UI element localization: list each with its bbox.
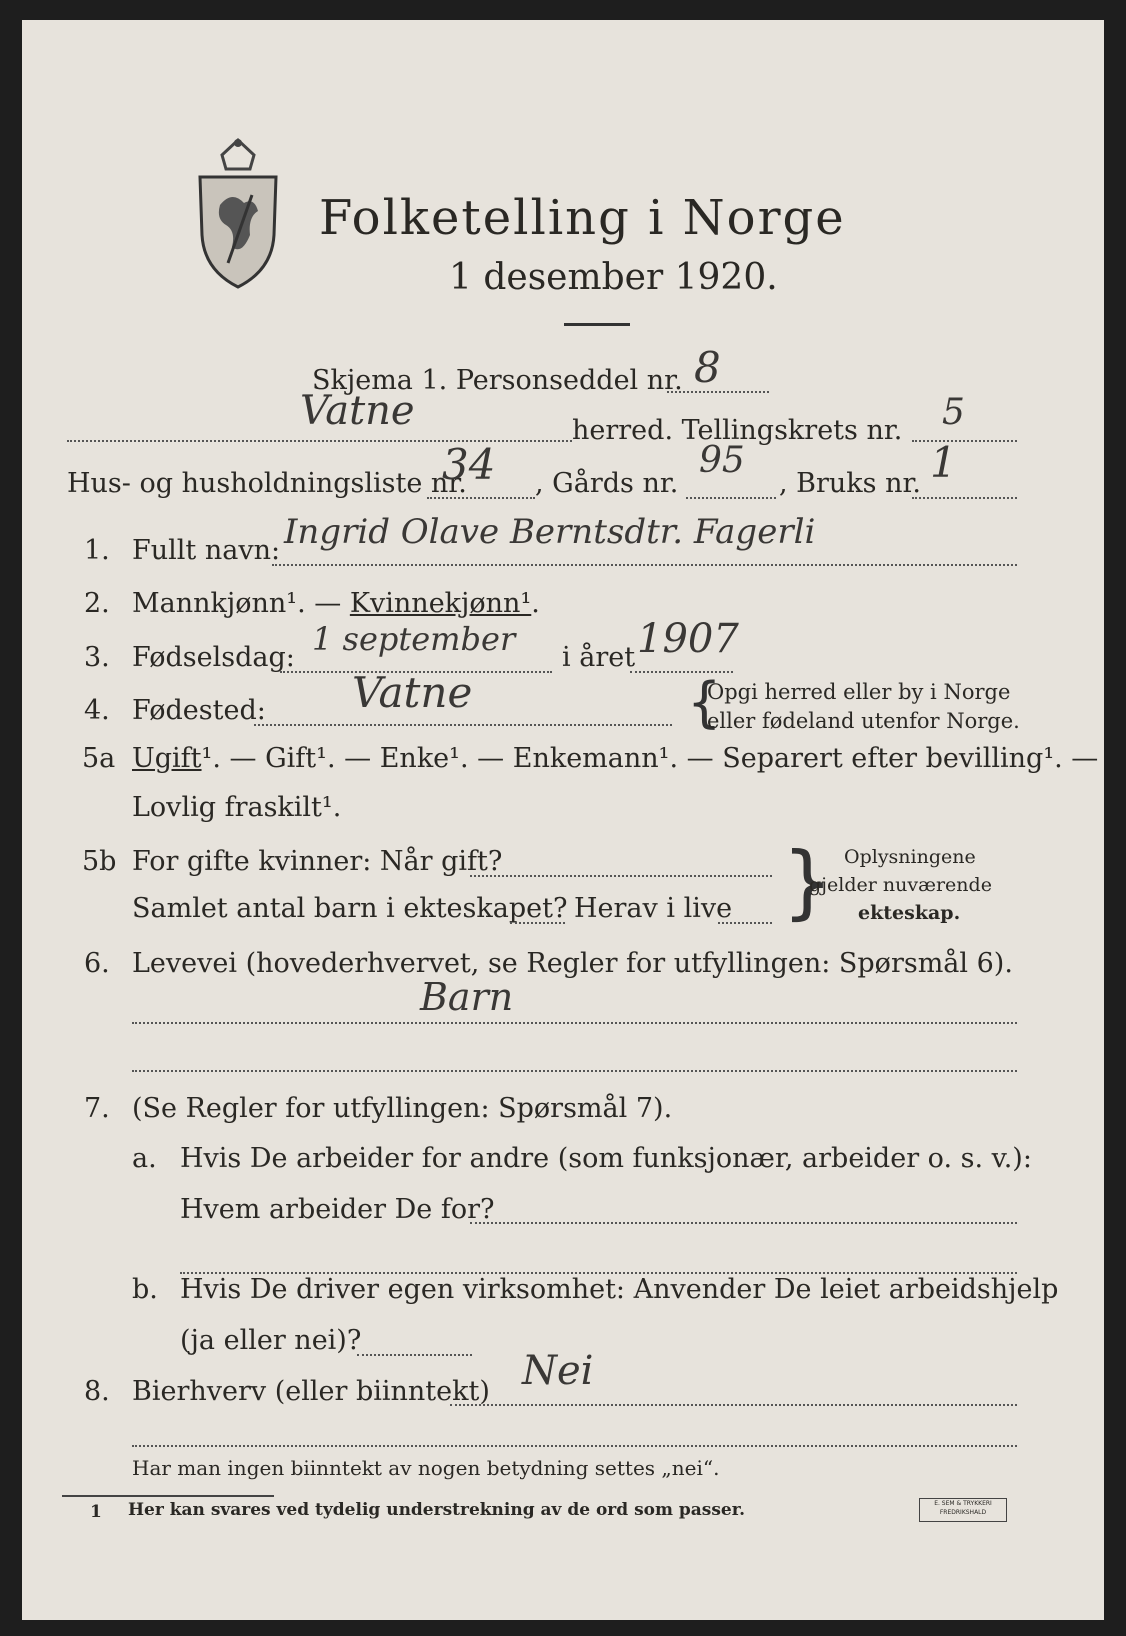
footnote-text: Her kan svares ved tydelig understrekning av de ord som passer. [128,1500,746,1520]
gards-line [686,497,776,499]
q7a-number: a. [132,1143,157,1174]
birthplace-value[interactable]: Vatne [352,668,473,717]
q6-label: Levevei (hovederhvervet, se Regler for utfyllingen: Spørsmål 6). [132,948,1013,979]
q5b-note2: gjelder nuværende [809,874,992,896]
q5a-text [132,743,1098,774]
q2-text [132,588,540,619]
divorced-option[interactable]: Lovlig fraskilt¹. [132,792,342,823]
q4-number: 4. [84,695,110,726]
occupation-value[interactable]: Barn [420,975,514,1019]
q3-label: Fødselsdag: [132,642,295,673]
herav-label: Herav i live [574,893,733,924]
census-form [22,20,1104,1620]
census-date: 1 desember 1920. [449,257,778,298]
q5b-note3: ekteskap. [858,902,961,924]
full-name-line [272,564,1017,566]
tellingskrets-value[interactable]: 5 [942,392,965,433]
q2-period: . [531,588,540,619]
q5b-brace: } [782,835,833,928]
q6-number: 6. [84,948,110,979]
gards-value[interactable]: 95 [699,440,745,481]
birthplace-line [254,724,672,726]
herred-line [67,440,572,442]
hus-line [427,497,535,499]
hus-value[interactable]: 34 [442,440,496,489]
hus-label: Hus- og husholdningsliste nr. [67,468,467,499]
children-count-line[interactable] [510,922,565,924]
q7-number: 7. [84,1093,110,1124]
q7a-line1: Hvis De arbeider for andre (som funksjonær, arbeider o. s. v.): [180,1143,1032,1174]
q4-label: Fødested: [132,695,266,726]
q5b-line1: For gifte kvinner: Når gift? [132,846,503,877]
q4-brace: { [687,671,722,734]
q1-label: Fullt navn: [132,535,281,566]
q4-note-line2: eller fødeland utenfor Norge. [707,709,1020,733]
footnote-divider [62,1495,274,1497]
side-income-line-1 [450,1404,1017,1406]
title-divider [564,323,630,326]
birth-year-value[interactable]: 1907 [637,616,739,662]
q7b-line1: Hvis De driver egen virksomhet: Anvender De leiet arbeidshjelp [180,1274,1059,1305]
q5b-number: 5b [82,846,117,877]
q8-number: 8. [84,1376,110,1407]
female-option[interactable]: Kvinnekjønn¹ [349,588,532,619]
q7a-line2: Hvem arbeider De for? [180,1194,495,1225]
full-name-value[interactable]: Ingrid Olave Berntsdtr. Fagerli [284,512,816,552]
occupation-line-2[interactable] [132,1070,1017,1072]
occupation-line-1 [132,1022,1017,1024]
q1-number: 1. [84,535,110,566]
q4-note-line1: Opgi herred eller by i Norge [707,680,1011,704]
hired-help-line[interactable] [357,1354,472,1356]
gards-label: , Gårds nr. [535,468,679,499]
q7-label: (Se Regler for utfyllingen: Spørsmål 7). [132,1093,673,1124]
herred-value[interactable]: Vatne [300,388,415,434]
herred-label: herred. Tellingskrets nr. [572,415,903,446]
side-income-value[interactable]: Nei [522,1348,594,1394]
footnote-number: 1 [90,1502,102,1522]
unmarried-option[interactable]: Ugift [132,743,202,774]
birthday-value[interactable]: 1 september [312,620,516,658]
year-label: i året [562,642,636,673]
skjema-label: Skjema 1. Personseddel nr. [312,365,683,396]
printer-stamp: E. SEM & TRYKKERI FREDRIKSHALD [919,1498,1007,1522]
tellingskrets-line [912,440,1017,442]
q5b-line2: Samlet antal barn i ekteskapet? [132,893,568,924]
coat-of-arms-icon [192,135,284,290]
q7b-number: b. [132,1274,158,1305]
footer-note: Har man ingen biinntekt av nogen betydning settes „nei“. [132,1456,720,1480]
bruks-line [912,497,1017,499]
marital-options[interactable]: ¹. — Gift¹. — Enke¹. — Enkemann¹. — Separert efter bevilling¹. — [201,743,1099,774]
personseddel-value[interactable]: 8 [694,343,721,392]
employer-line-1[interactable] [470,1222,1017,1224]
personseddel-line [667,391,769,393]
side-income-line-2[interactable] [132,1445,1017,1447]
q5b-note1: Oplysningene [844,846,976,868]
q5a-number: 5a [82,743,116,774]
form-title: Folketelling i Norge [319,190,846,246]
q7b-line2: (ja eller nei)? [180,1325,362,1356]
q2-number: 2. [84,588,110,619]
q8-label: Bierhverv (eller biinntekt) [132,1376,490,1407]
married-when-line[interactable] [470,875,772,877]
q3-number: 3. [84,642,110,673]
bruks-label: , Bruks nr. [779,468,922,499]
male-option[interactable]: Mannkjønn¹. — [132,588,350,619]
bruks-value[interactable]: 1 [930,438,957,487]
children-alive-line[interactable] [718,922,772,924]
